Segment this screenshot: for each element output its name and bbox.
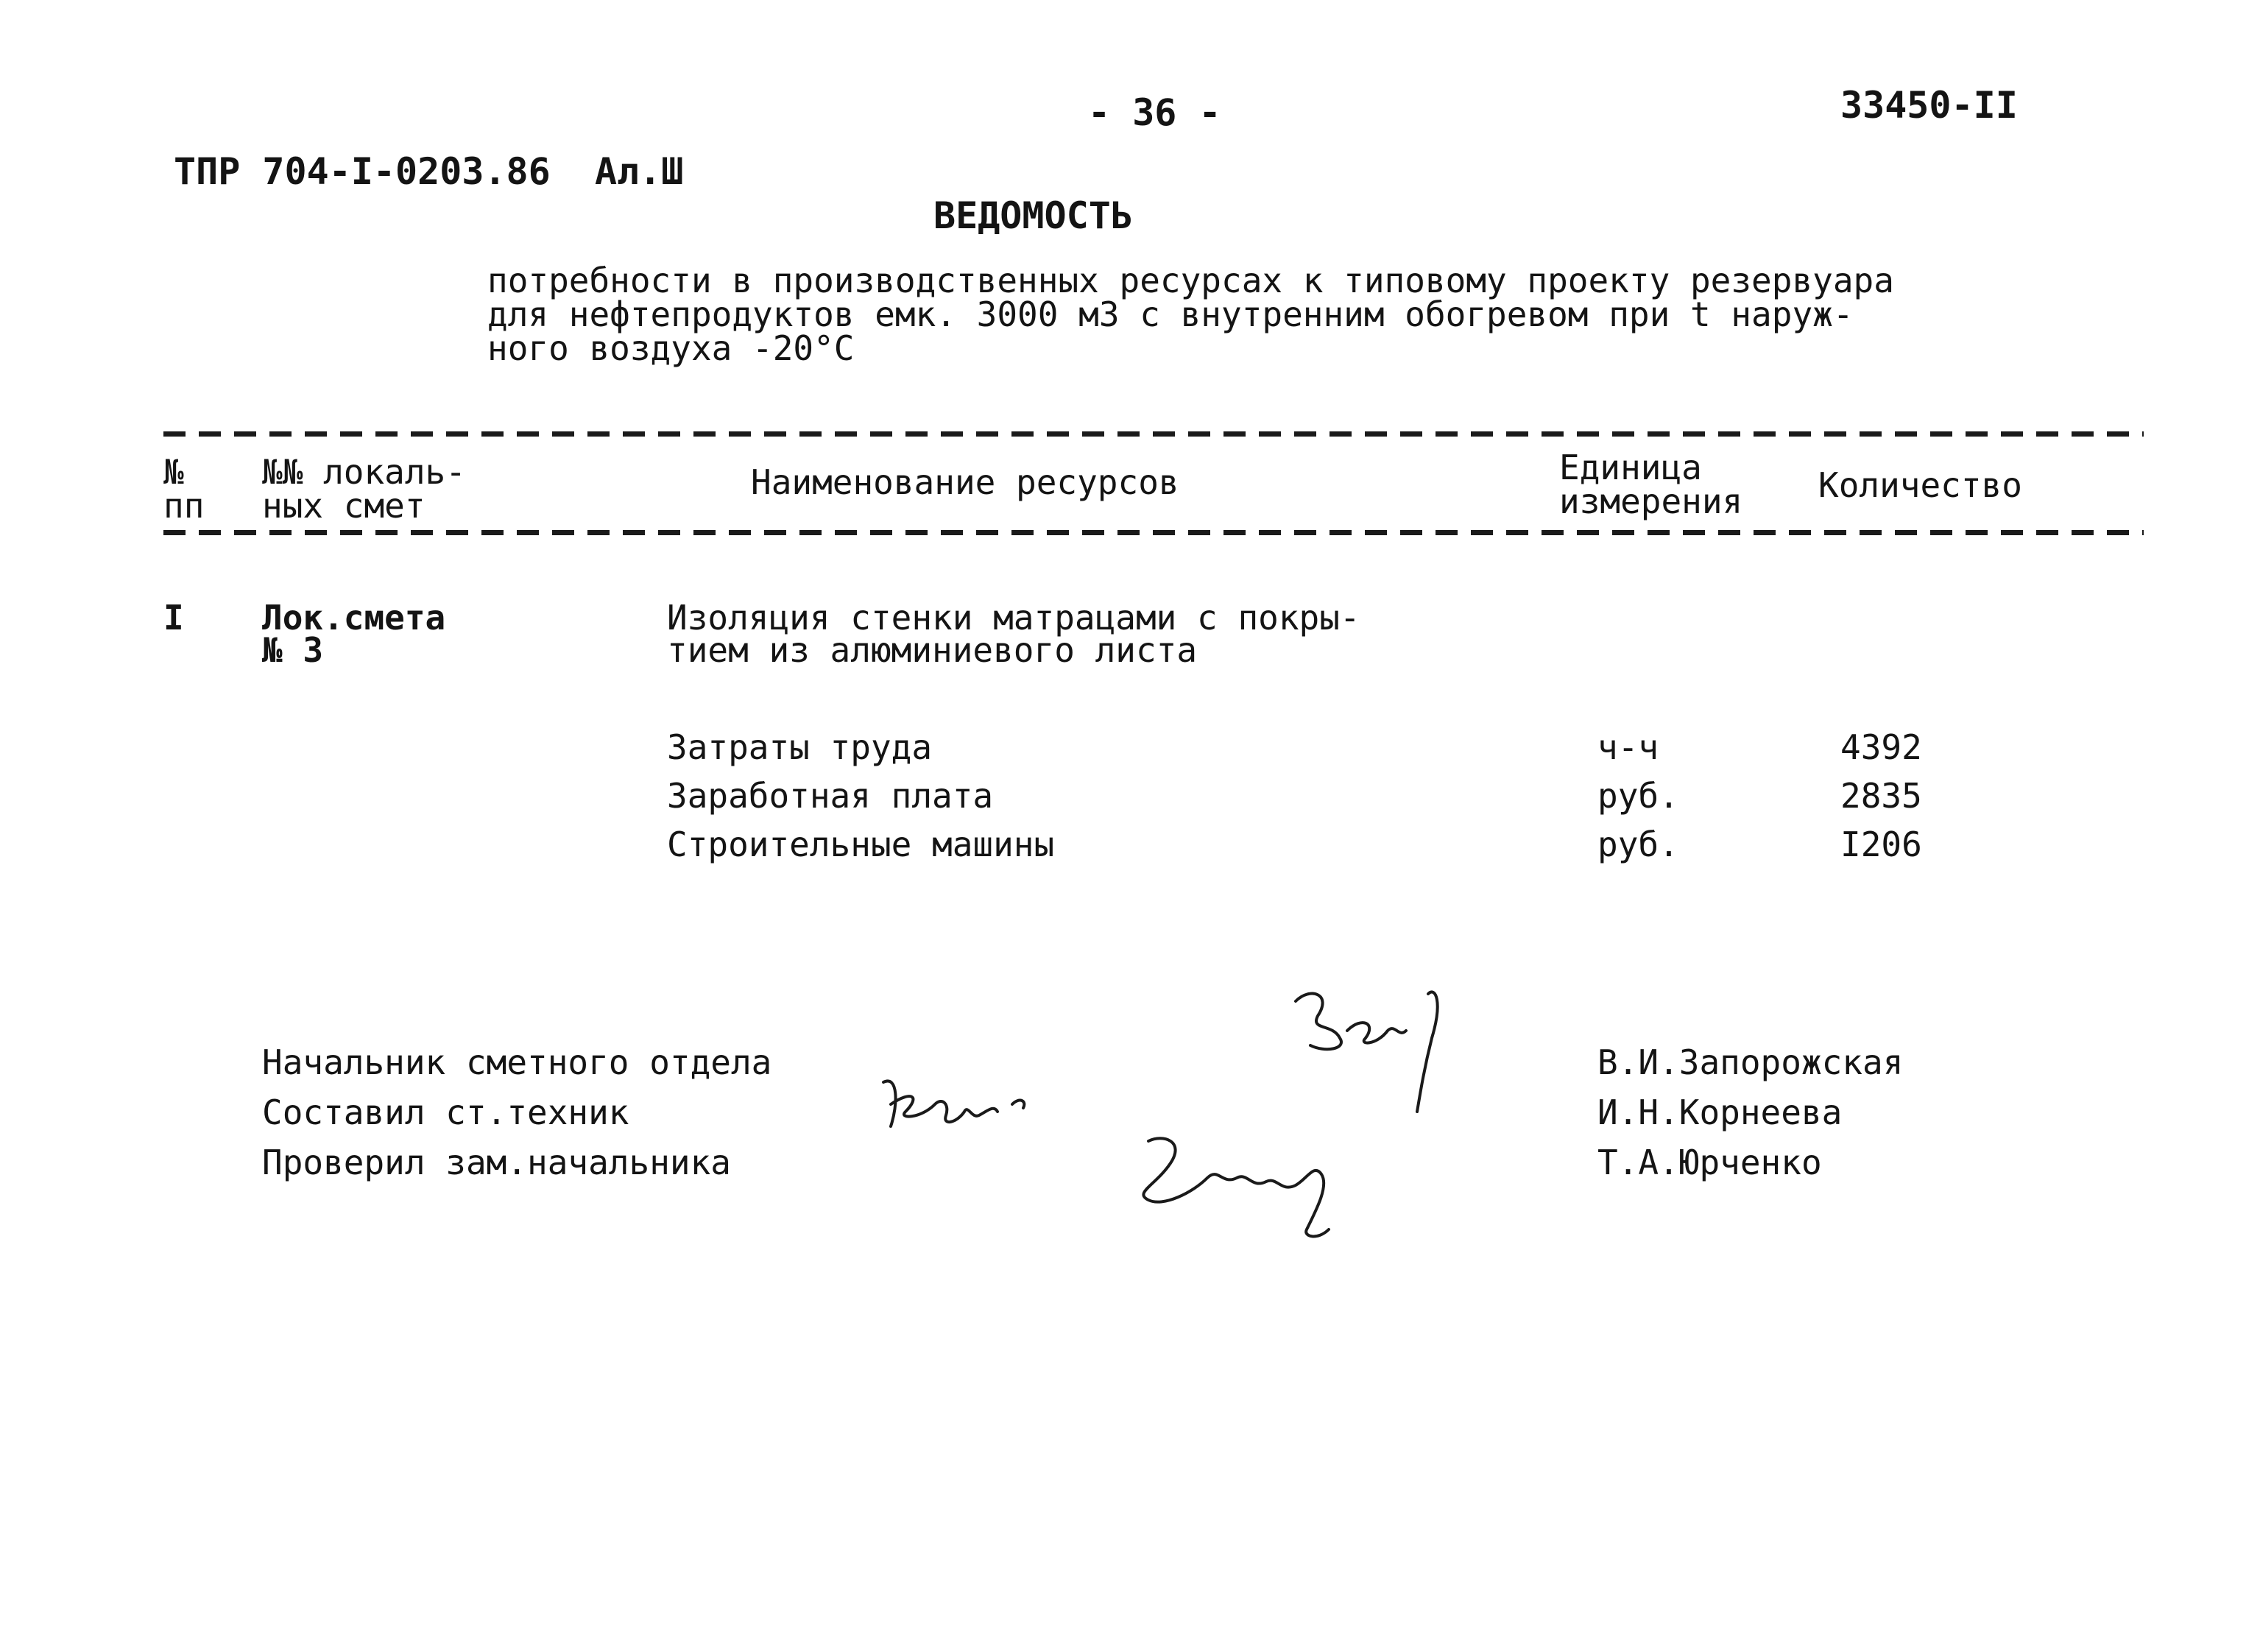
- header-quantity: Количество: [1818, 465, 2022, 505]
- document-code: 33450-II: [1840, 84, 2018, 127]
- table-top-rule: [163, 431, 2144, 437]
- signature-role: Составил ст.техник: [262, 1092, 629, 1132]
- signatory-name: И.Н.Корнеева: [1597, 1092, 1843, 1132]
- signature-role: Проверил зам.начальника: [262, 1143, 731, 1182]
- item-quantity: 2835: [1840, 776, 1922, 816]
- item-unit: руб.: [1597, 825, 1679, 864]
- header-estimates-line2: ных смет: [262, 486, 425, 526]
- header-unit-line1: Единица: [1559, 448, 1702, 487]
- title-line-3: ного воздуха -20°С: [487, 328, 855, 368]
- header-estimates-line1: №№ локаль-: [262, 452, 466, 492]
- header-no-line2: пп: [163, 486, 205, 526]
- item-unit: руб.: [1597, 776, 1679, 816]
- item-name: Заработная плата: [667, 776, 994, 816]
- item-quantity: I206: [1840, 825, 1922, 864]
- item-name: Строительные машины: [667, 825, 1055, 864]
- item-quantity: 4392: [1840, 727, 1922, 767]
- title-line-2: для нефтепродуктов емк. 3000 м3 с внутренним обогревом при t наруж-: [487, 294, 1854, 334]
- title-line-1: потребности в производственных ресурсах к типовому проекту резервуара: [487, 261, 1894, 300]
- header-no-line1: №: [163, 452, 184, 492]
- row-name-line1: Изоляция стенки матрацами с покры-: [667, 598, 1360, 638]
- row-estimate-line1: Лок.смета: [262, 598, 446, 638]
- header-name: Наименование ресурсов: [751, 462, 1179, 502]
- row-name-line2: тием из алюминиевого листа: [667, 630, 1198, 670]
- handwritten-signature: [1281, 972, 1458, 1134]
- document-title: ВЕДОМОСТЬ: [933, 194, 1133, 237]
- page-number: - 36 -: [1088, 91, 1221, 134]
- signatory-name: В.И.Запорожская: [1597, 1042, 1904, 1082]
- row-number: I: [163, 598, 184, 638]
- handwritten-signature: [869, 1060, 1060, 1156]
- table-header-rule: [163, 530, 2144, 535]
- item-name: Затраты труда: [667, 727, 933, 767]
- item-unit: ч-ч: [1597, 727, 1659, 767]
- project-reference: ТПР 704-I-0203.86 Ал.Ш: [174, 150, 684, 193]
- header-unit-line2: измерения: [1559, 481, 1743, 521]
- row-estimate-line2: № 3: [262, 630, 324, 670]
- signature-role: Начальник сметного отдела: [262, 1042, 772, 1082]
- signatory-name: Т.А.Юрченко: [1597, 1143, 1822, 1182]
- handwritten-signature: [1119, 1119, 1369, 1252]
